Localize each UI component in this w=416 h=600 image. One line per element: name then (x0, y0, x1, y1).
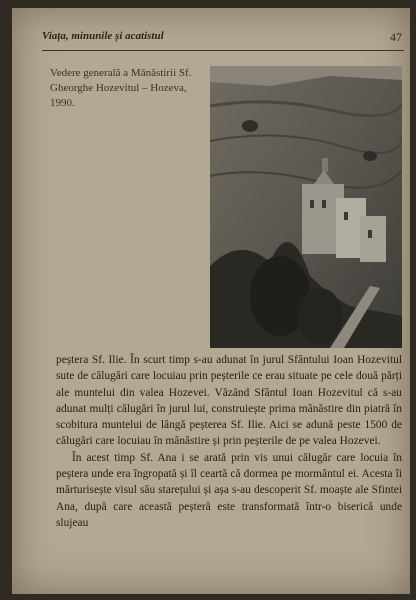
book-page (12, 8, 410, 594)
running-title: Viața, minunile și acatistul (42, 30, 164, 42)
paragraph-2: În acest timp Sf. Ana i se arată prin vis unui călugăr care locuia în peștera unde era îngropată și îl ceartă că dormea pe mormântul ei. Acesta îi mărturisește visul său starețului și așa s-au descoperit Sf. moaște ale Sfintei Ana, după care această peșteră este transformată într-o biserică unde slujeau (56, 451, 402, 529)
monastery-photo (210, 66, 402, 348)
page-header (42, 30, 404, 51)
page-number: 47 (390, 30, 402, 44)
paragraph-1: peștera Sf. Ilie. În scurt timp s-au adunat în jurul Sfântului Ioan Hozevitul sute de călugări care locuiau prin peșterile ce erau situate pe cele două părți ale muntelui din valea Hozevei. Văzând Sfântul Ioan Hozevitul că s-au adunat mulți călugări în jurul lui, construiește prima mânăstire din piatră în scobitura muntelui de lângă peșterea Sf. Ilie. Aici se adună peste 1500 de călugări care locuiau în mânăstire și prin peșterile de pe valea Hozevei. (56, 354, 402, 448)
body-text (56, 352, 402, 531)
figure-caption: Vedere generală a Mănăstirii Sf. Gheorghe Hozevitul – Hozeva, 1990. (50, 67, 192, 109)
